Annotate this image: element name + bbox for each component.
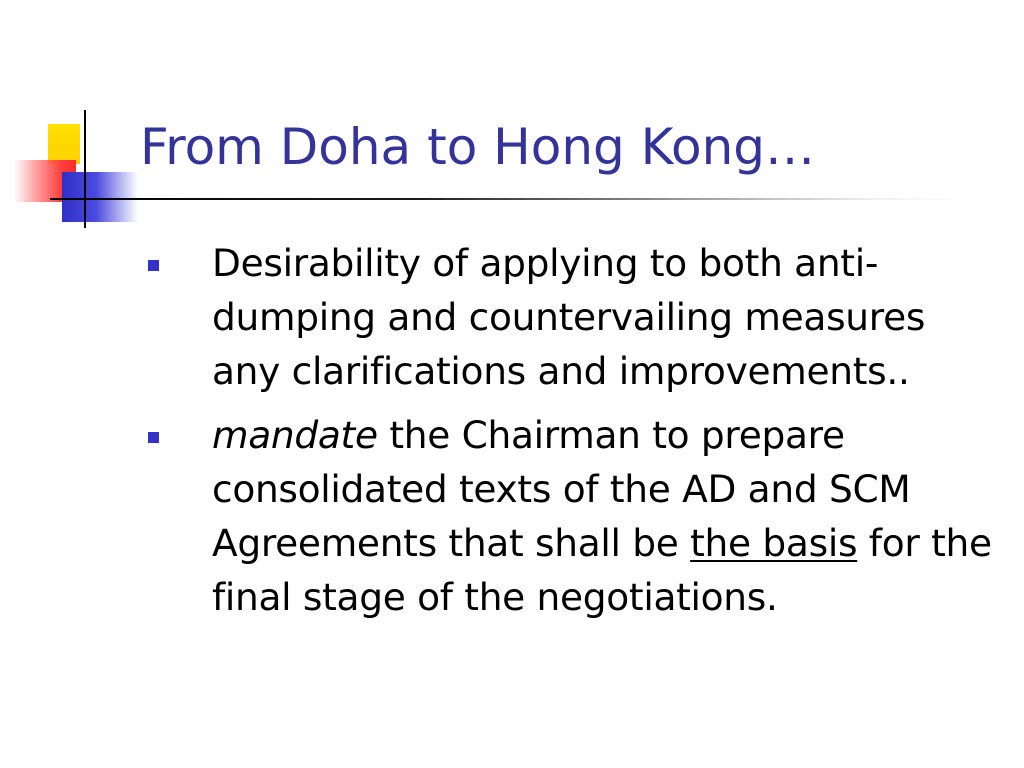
bullet-emphasis: mandate	[212, 413, 378, 457]
slide-title: From Doha to Hong Kong…	[140, 118, 815, 176]
bullet-item	[142, 236, 992, 398]
square-bullet-icon	[148, 432, 159, 443]
title-underline-rule	[50, 198, 960, 200]
bullet-text-part: for the final stage of the negotiations.	[212, 521, 992, 619]
bullet-text: Desirability of applying to both anti-dumping and countervailing measures any clarifications and improvements..	[212, 241, 926, 393]
logo-yellow-square	[48, 124, 80, 164]
bullet-text	[212, 413, 992, 619]
bullet-item	[142, 408, 992, 624]
bullet-underlined-text: the basis	[690, 521, 858, 565]
logo-blue-square	[62, 172, 138, 222]
bullet-text-part: the Chairman to prepare consolidated texts of the AD and SCM Agreements that shall be	[212, 413, 911, 565]
bullet-list	[142, 236, 992, 624]
square-bullet-icon	[148, 260, 159, 271]
logo-vertical-line	[84, 110, 86, 228]
slide-logo-decoration	[0, 0, 150, 240]
